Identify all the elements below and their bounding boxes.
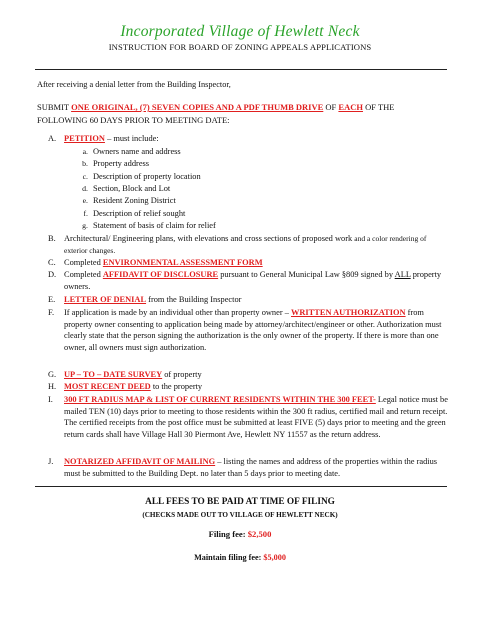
sub-letter: d. [82, 184, 88, 193]
item-letter: B. [48, 234, 56, 243]
item-letter: E. [48, 295, 56, 304]
top-divider [35, 69, 447, 70]
sub-text: Section, Block and Lot [93, 184, 171, 193]
sub-text: Statement of basis of claim for relief [93, 221, 216, 230]
item-letter: H. [48, 382, 57, 391]
item-d-title: AFFIDAVIT OF DISCLOSURE [102, 270, 219, 279]
item-a-text: – must include: [104, 134, 159, 143]
fees-note: (CHECKS MADE OUT TO VILLAGE OF HEWLETT NECK) [142, 511, 338, 519]
item-i-text: Legal notice must be mailed TEN (10) days prior to meeting to those residents within the 300 ft radius, certified mail and return receipt. The certified receipts from the post office must be submitted at least FIVE (5) days prior to meeting and the green return cards shall have Village Hall 30 Piermont Ave, Hewlett NY 11557 as the return address. [64, 395, 448, 440]
sub-letter: b. [82, 159, 88, 168]
item-letter: F. [48, 308, 55, 317]
item-e-text: from the Building Inspector [146, 295, 242, 304]
filing-fee-label: Filing fee: [208, 529, 248, 539]
item-f-text2: from property owner consenting to application being made by attorney/architect/engineer or other. Authorization must clearly state that the person signing the authorization is the only owner of the property. If there is more than one owner, all owners must sign authorization. [64, 308, 442, 353]
item-d-all: ALL [394, 270, 411, 279]
sub-letter: g. [82, 221, 88, 230]
maintain-fee [0, 553, 480, 562]
submit-instruction [37, 101, 447, 126]
sub-letter: a. [82, 147, 88, 156]
item-h-title: MOST RECENT DEED [64, 382, 151, 391]
item-g-title: UP – TO – DATE SURVEY [64, 370, 163, 379]
item-i-title: 300 FT RADIUS MAP & LIST OF CURRENT RESIDENTS WITHIN THE 300 FEET- [64, 395, 376, 404]
item-d-text2: property owners. [64, 270, 442, 291]
item-letter: I. [48, 395, 53, 404]
item-letter: A. [48, 134, 57, 143]
maintain-fee-amount: $5,000 [263, 553, 286, 562]
submit-part2: OF [323, 102, 339, 112]
fees-heading: ALL FEES TO BE PAID AT TIME OF FILING [145, 497, 335, 507]
item-d-pre: Completed [64, 270, 103, 279]
sub-letter: f. [83, 209, 88, 218]
bottom-divider [35, 486, 447, 487]
item-f-text: If application is made by an individual other than property owner – [64, 308, 291, 317]
item-j-text: – listing the names and address of the properties within the radius must be submitted to the Building Dept. no later than 5 days prior to meeting date. [64, 457, 438, 478]
item-j-title: NOTARIZED AFFIDAVIT OF MAILING [64, 457, 216, 466]
sub-text: Description of relief sought [93, 209, 186, 218]
item-c-title: ENVIRONMENTAL ASSESSMENT FORM [102, 258, 263, 267]
intro-text: After receiving a denial letter from the Building Inspector, [37, 80, 231, 89]
item-letter: C. [48, 258, 56, 267]
filing-fee-amount: $2,500 [247, 529, 272, 539]
sub-text: Owners name and address [93, 147, 181, 156]
submit-part1: SUBMIT [37, 102, 72, 112]
sub-letter: e. [82, 196, 88, 205]
submit-part3: OF THE FOLLOWING 60 DAYS PRIOR TO MEETING DATE: [37, 102, 395, 125]
page-subtitle: INSTRUCTION FOR BOARD OF ZONING APPEALS APPLICATIONS [108, 42, 372, 52]
item-h-text: to the property [150, 382, 203, 391]
item-letter: G. [48, 370, 57, 379]
sub-text: Description of property location [93, 172, 201, 181]
item-g-text: of property [162, 370, 202, 379]
submit-highlight: ONE ORIGINAL, (7) SEVEN COPIES AND A PDF THUMB DRIVE [71, 102, 324, 112]
item-letter: D. [48, 270, 57, 279]
item-letter: J. [48, 457, 54, 466]
sub-text: Property address [93, 159, 150, 168]
village-title: Incorporated Village of Hewlett Neck [120, 23, 360, 40]
item-b-text: Architectural/ Engineering plans, with elevations and cross sections of proposed work [64, 234, 355, 243]
item-c-pre: Completed [64, 258, 103, 267]
item-b-text-small: and a color rendering of exterior changes. [64, 234, 427, 255]
sub-text: Resident Zoning District [93, 196, 176, 205]
item-f-title: WRITTEN AUTHORIZATION [291, 308, 406, 317]
item-e-title: LETTER OF DENIAL [64, 295, 147, 304]
item-d-text: pursuant to General Municipal Law §809 signed by [218, 270, 395, 279]
sub-letter: c. [82, 172, 88, 181]
filing-fee [0, 529, 480, 539]
item-a-title: PETITION [64, 134, 105, 143]
submit-each: EACH [338, 102, 363, 112]
maintain-fee-label: Maintain filing fee: [194, 553, 264, 562]
